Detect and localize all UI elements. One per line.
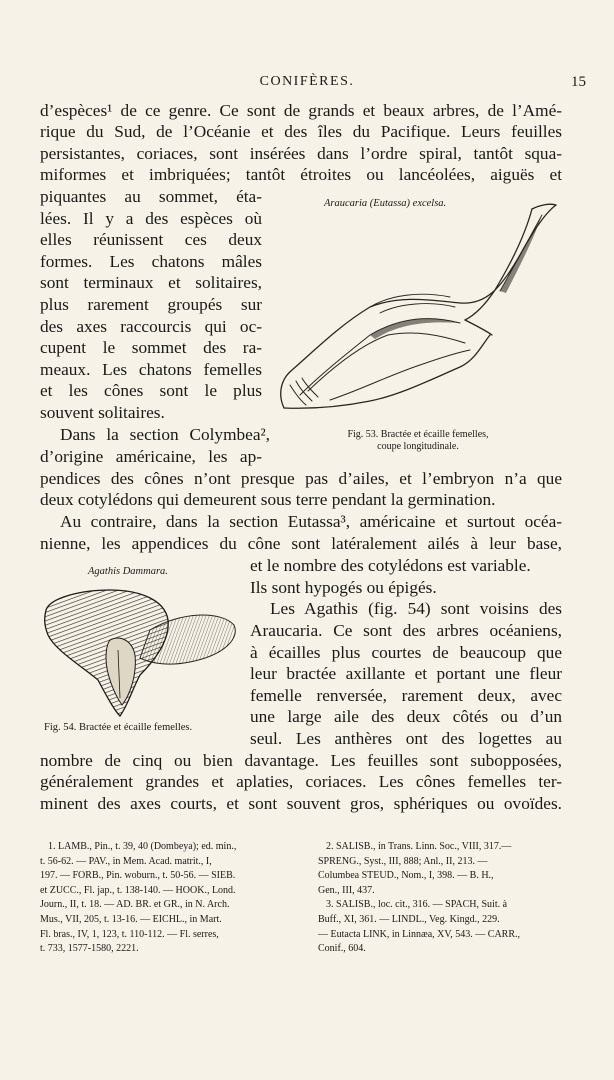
- body-line: meaux. Les chatons femelles: [40, 360, 262, 379]
- body-line: elles réunissent ces deux: [40, 230, 262, 249]
- body-line: Araucaria. Ce sont des arbres océaniens,: [250, 621, 562, 640]
- body-line: et le nombre des cotylédons est variable.: [250, 556, 531, 575]
- body-line: seul. Les anthères ont des logettes au: [250, 729, 562, 748]
- bract-scale-section-illustration: [270, 195, 562, 425]
- body-line: lées. Il y a des espèces où: [40, 209, 262, 228]
- body-line: sont terminaux et solitaires,: [40, 273, 262, 292]
- footnote-line: 3. SALISB., loc. cit., 316. — SPACH, Suit. à: [326, 899, 508, 910]
- body-line: femelle renversée, rarement deux, avec: [250, 686, 562, 705]
- footnote-line: Columbea STEUD., Nom., I, 398. — B. H.,: [318, 870, 494, 881]
- body-line: pendices des cônes n’ont presque pas d’ailes, et l’embryon n’a que: [40, 469, 562, 488]
- body-line: Dans la section Colymbea²,: [60, 425, 270, 444]
- page-number: 15: [571, 74, 586, 90]
- body-line: plus rarement groupés sur: [40, 295, 262, 314]
- body-line: d’espèces¹ de ce genre. Ce sont de grands et beaux arbres, de l’Amé-: [40, 101, 562, 120]
- footnote-line: 1. LAMB., Pin., t. 39, 40 (Dombeya); ed. min.,: [48, 841, 237, 852]
- figure-53-label: Fig. 53. Bractée et écaille femelles,: [347, 429, 489, 440]
- body-line: piquantes au sommet, éta-: [40, 187, 262, 206]
- body-line: nombre de cinq ou bien davantage. Les feuilles sont subopposées,: [40, 751, 562, 770]
- body-line: minent des axes courts, et sont souvent gros, sphériques ou ovoïdes.: [40, 794, 562, 813]
- footnote-line: 197. — FORB., Pin. woburn., t. 50-56. — SIEB.: [40, 870, 236, 881]
- running-header: CONIFÈRES.: [259, 74, 355, 89]
- footnote-line: 2. SALISB., in Trans. Linn. Soc., VIII, 317.—: [326, 841, 512, 852]
- body-line: nienne, les appendices du cône sont latéralement ailés à leur base,: [40, 534, 562, 553]
- footnote-line: — Eutacta LINK, in Linnæa, XV, 543. — CARR.,: [318, 929, 521, 940]
- body-line: des axes raccourcis qui oc-: [40, 317, 262, 336]
- footnote-line: Journ., II, t. 18. — AD. BR. et GR., in N. Arch.: [40, 899, 230, 910]
- body-line: miformes et imbriquées; tantôt étroites ou lancéolées, aiguës et: [40, 165, 562, 184]
- footnote-line: t. 56-62. — PAV., in Mem. Acad. matrit., I,: [40, 856, 212, 867]
- figure-53-caption: Araucaria (Eutassa) excelsa.: [324, 198, 447, 209]
- footnote-line: et ZUCC., Fl. jap., t. 138-140. — HOOK., Lond.: [40, 885, 236, 896]
- footnote-line: Conif., 604.: [318, 943, 366, 954]
- body-line: Les Agathis (fig. 54) sont voisins des: [270, 599, 562, 618]
- body-line: et les cônes sont le plus: [40, 381, 262, 400]
- figure-53-label-cont: coupe longitudinale.: [377, 441, 459, 452]
- body-line: formes. Les chatons mâles: [40, 252, 262, 271]
- figure-54-label: Fig. 54. Bractée et écaille femelles.: [44, 722, 193, 733]
- body-line: à écailles plus courtes de beaucoup que: [250, 643, 562, 662]
- footnote-line: Gen., III, 437.: [318, 885, 375, 896]
- body-line: une large aile des deux côtés ou d’un: [250, 707, 562, 726]
- body-line: deux cotylédons qui demeurent sous terre pendant la germination.: [40, 490, 496, 509]
- body-line: cupent le sommet des ra-: [40, 338, 262, 357]
- footnote-line: t. 733, 1577-1580, 2221.: [40, 943, 139, 954]
- body-line: persistantes, coriaces, sont insérées dans l’ordre spiral, tantôt squa-: [40, 144, 562, 163]
- body-line: leur bractée axillante et portant une fleur: [250, 664, 562, 683]
- body-line: Au contraire, dans la section Eutassa³, américaine et surtout océa-: [60, 512, 562, 531]
- body-line: généralement grandes et aplaties, coriaces. Les cônes femelles ter-: [40, 772, 562, 791]
- footnote-line: Buff., XI, 361. — LINDL., Veg. Kingd., 229.: [318, 914, 500, 925]
- body-line: rique du Sud, de l’Océanie et des îles du Pacifique. Leurs feuilles: [40, 122, 562, 141]
- body-line: souvent solitaires.: [40, 403, 165, 422]
- footnote-line: Fl. bras., IV, 1, 123, t. 110-112. — Fl. serres,: [40, 929, 219, 940]
- body-line: Ils sont hypogés ou épigés.: [250, 578, 437, 597]
- footnote-line: Mus., VII, 205, t. 13-16. — EICHL., in Mart.: [40, 914, 222, 925]
- figure-54-caption: Agathis Dammara.: [88, 566, 168, 577]
- agathis-bract-illustration: [40, 580, 240, 720]
- body-line: d’origine américaine, les ap-: [40, 447, 262, 466]
- footnote-line: SPRENG., Syst., III, 888; Anl., II, 213. —: [318, 856, 488, 867]
